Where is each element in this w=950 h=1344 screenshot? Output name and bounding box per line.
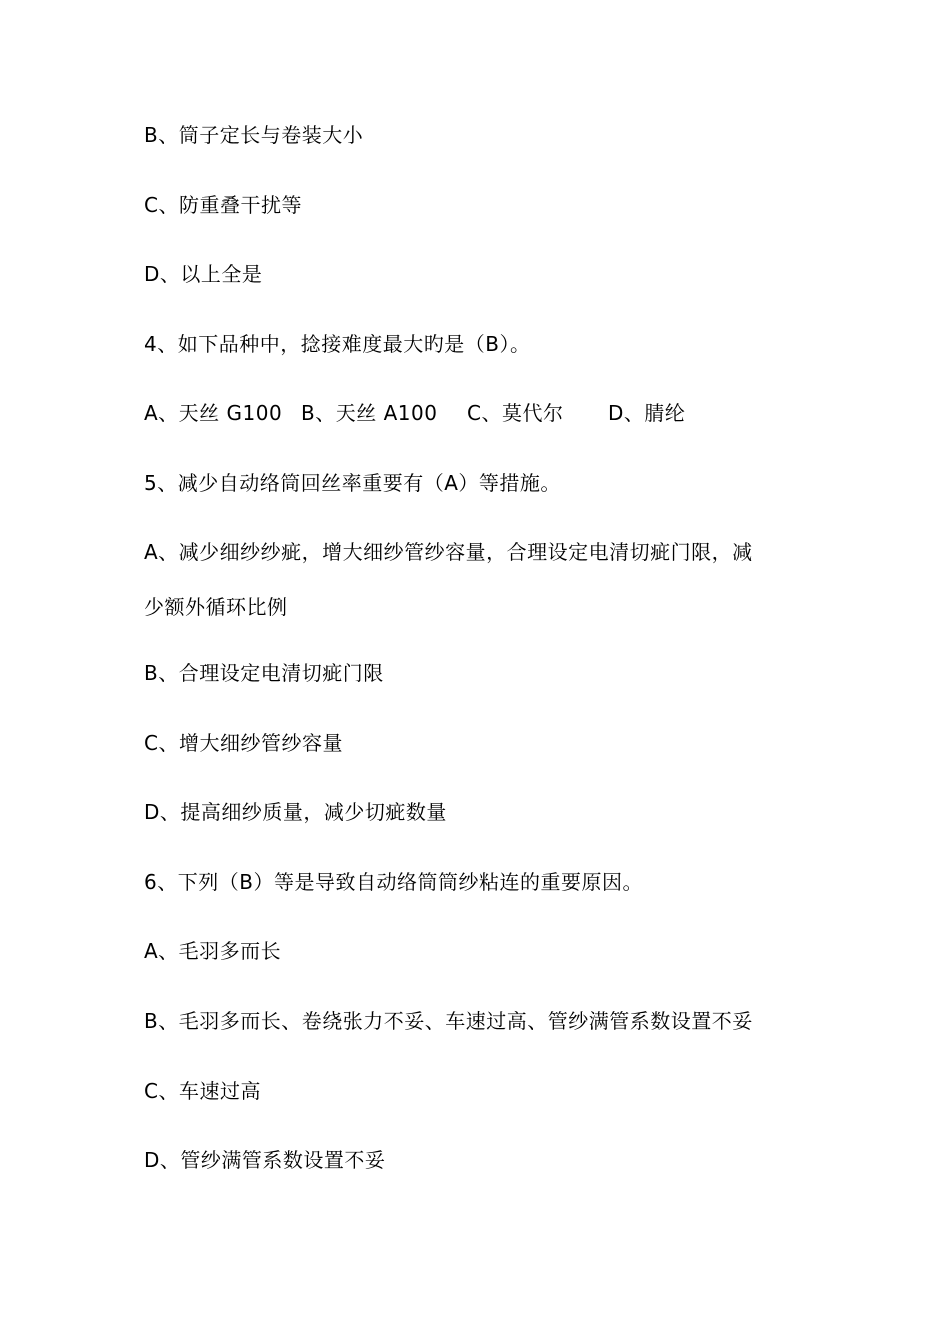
q4-option-d: D、腈纶	[608, 401, 686, 425]
q5-option-d: D、提高细纱质量，减少切疵数量	[144, 800, 447, 824]
q5-option-c: C、增大细纱管纱容量	[144, 731, 343, 755]
q6-option-b: B、毛羽多而长、卷绕张力不妥、车速过高、管纱满管系数设置不妥	[144, 1009, 753, 1033]
question-4: 4、如下品种中，捻接难度最大旳是（B）。	[144, 332, 531, 356]
q5-option-b: B、合理设定电清切疵门限	[144, 661, 384, 685]
question-4-options	[144, 399, 764, 427]
q5-option-a-line-1: A、减少细纱纱疵，增大细纱管纱容量，合理设定电清切疵门限，减	[144, 540, 753, 564]
question-6: 6、下列（B）等是导致自动络筒筒纱粘连的重要原因。	[144, 870, 643, 894]
q5-option-a-line-2: 少额外循环比例	[144, 595, 288, 619]
option-c-line: C、防重叠干扰等	[144, 193, 302, 217]
q4-option-c: C、莫代尔	[467, 401, 564, 425]
q6-option-c: C、车速过高	[144, 1079, 261, 1103]
q6-option-a: A、毛羽多而长	[144, 939, 282, 963]
q6-option-d: D、管纱满管系数设置不妥	[144, 1148, 386, 1172]
option-d-line: D、以上全是	[144, 262, 263, 286]
q4-option-b: B、天丝 A100	[301, 401, 438, 425]
question-5: 5、减少自动络筒回丝率重要有（A）等措施。	[144, 471, 561, 495]
q4-option-a: A、天丝 G100	[144, 401, 283, 425]
option-b-line: B、筒子定长与卷装大小	[144, 123, 364, 147]
